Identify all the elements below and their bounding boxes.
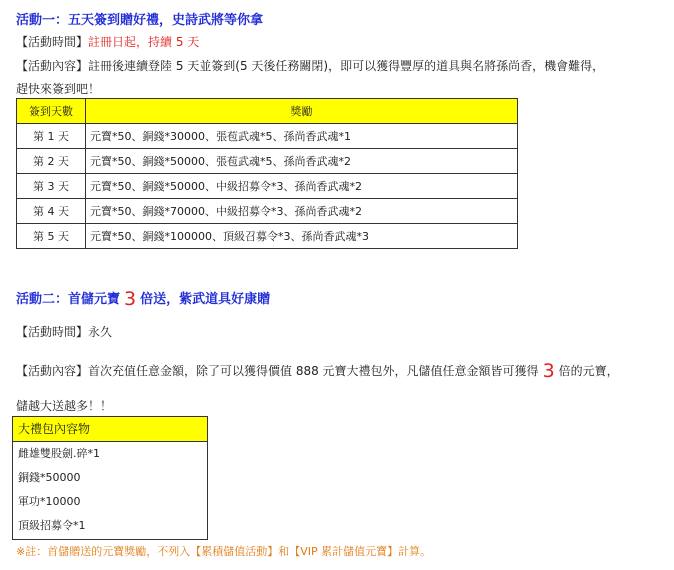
gift-package-item: 頂級招募令*1: [18, 519, 86, 532]
event1-content-text: 註冊後連續登陸 5 天並簽到(5 天後任務關閉)，即可以獲得豐厚的道具與名將孫尚香，機會難得，: [88, 59, 605, 73]
gift-package-header: 大禮包內容物: [13, 417, 207, 442]
gift-package-item: 雌雄雙股劍.碎*1: [18, 447, 100, 460]
event2-time-line: [16, 323, 112, 340]
header-reward: 獎勵: [86, 99, 518, 124]
event1-content-label: 【活動內容】: [16, 59, 89, 73]
event2-content-line1: [16, 360, 619, 382]
event2-content-pre: 首次充值任意金額，除了可以獲得價值 888 元寶大禮包外，凡儲值任意金額皆可獲得: [88, 364, 539, 378]
event2-title-pre: 活動二：首儲元寶: [16, 292, 121, 307]
event1-title: 活動一：五天簽到贈好禮，史詩武將等你拿: [16, 13, 264, 28]
day-cell: 第 1 天: [17, 124, 86, 149]
event2-time-label: 【活動時間】: [16, 325, 89, 339]
gift-package-box: [12, 416, 208, 540]
table-row: [17, 199, 518, 224]
event1-time-value: 註冊日起，持續 5 天: [88, 35, 200, 49]
header-days: 簽到天數: [17, 99, 86, 124]
footnote: ※註：首儲贈送的元寶獎勵，不列入【累積儲值活動】和【VIP 累計儲值元寶】計算。: [16, 545, 432, 558]
event2-content-multiplier: 3: [542, 360, 555, 382]
table-header-row: [17, 99, 518, 124]
day-cell: 第 3 天: [17, 174, 86, 199]
gift-package-item: 銅錢*50000: [18, 471, 81, 484]
table-row: [17, 174, 518, 199]
event1-time-line: [16, 33, 199, 50]
event1-time-label: 【活動時間】: [16, 35, 89, 49]
reward-cell: 元寶*50、銅錢*70000、中級招募令*3、孫尚香武魂*2: [86, 199, 518, 224]
reward-cell: 元寶*50、銅錢*50000、中級招募令*3、孫尚香武魂*2: [86, 174, 518, 199]
table-row: [17, 124, 518, 149]
event2-title-multiplier: 3: [124, 288, 137, 310]
event2-content-post: 倍的元寶，: [558, 364, 619, 378]
reward-cell: 元寶*50、銅錢*50000、張苞武魂*5、孫尚香武魂*2: [86, 149, 518, 174]
table-row: [17, 149, 518, 174]
signin-reward-table: [16, 98, 518, 249]
event1-content-line2: 趕快來簽到吧！: [16, 82, 101, 96]
event2-title: [16, 288, 270, 310]
event2-title-post: 倍送，紫武道具好康贈: [140, 292, 271, 307]
table-row: [17, 224, 518, 249]
day-cell: 第 5 天: [17, 224, 86, 249]
reward-cell: 元寶*50、銅錢*100000、頂級召募令*3、孫尚香武魂*3: [86, 224, 518, 249]
day-cell: 第 4 天: [17, 199, 86, 224]
event2-content-line2: 儲越大送越多！！: [16, 399, 113, 413]
day-cell: 第 2 天: [17, 149, 86, 174]
event1-content-line1: [16, 57, 604, 74]
gift-package-item: 軍功*10000: [18, 495, 81, 508]
event2-time-value: 永久: [88, 325, 113, 339]
event2-content-label: 【活動內容】: [16, 364, 89, 378]
reward-cell: 元寶*50、銅錢*30000、張苞武魂*5、孫尚香武魂*1: [86, 124, 518, 149]
